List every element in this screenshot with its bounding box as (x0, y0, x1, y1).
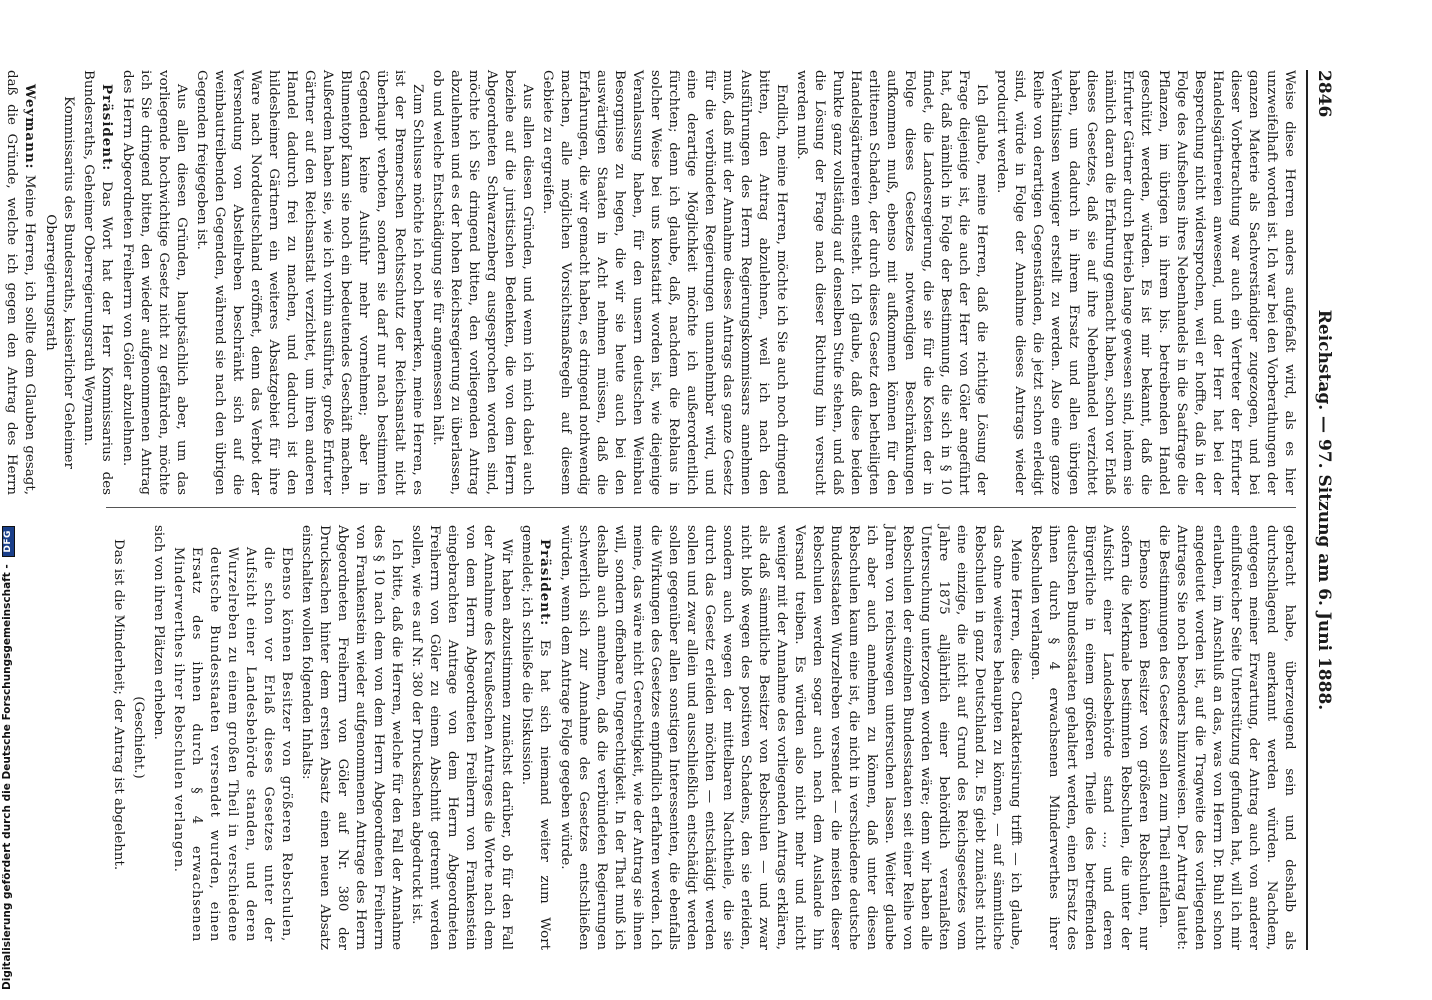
statement-text: Es hat sich niemand weiter zum Wort gemeldet; ich schließe die Diskussion. (519, 525, 552, 950)
paragraph: Ebenso können Besitzer von größeren Rebschulen, nur sofern die Merkmale bestimmten Rebschulen, die unter der Aufsicht einer Landesbehörde stand ..., und deren Bürgerliche in einem größeren Theile des betreffenden deutschen Bundesstaaten gehaltert werden, einen Ersatz des ihnen durch § 4 erwachsenen Minderwerthes ihrer Rebschulen verlangen. (1028, 525, 1151, 950)
credit-text: Digitalisierung gefördert durch die Deutsche Forschungsgemeinschaft - (1, 564, 13, 990)
paragraph: Meine Herren, diese Charakterisirung trifft — ich glaube, das ohne weiteres behaupten zu können, — auf sämmtliche Rebschulen in ganz Deutschland zu. Es giebt zunächst nicht eine einzige, die nicht auf Grund des Reichsgesetzes vom Jahre 1875 alljährlich einer behördlich veranlaßten Untersuchung unterzogen worden wäre; denn wir haben alle Rebschulen der einzelnen Bundesstaaten seit einer Reihe von Jahren von reichswegen untersuchen lassen. Weiter glaube ich aber auch annehmen zu können, daß unter diesen Rebschulen kaum eine ist, die nicht in verschiedene deutsche Bundesstaaten Wurzelreben versendet — die meisten dieser Rebschulen werden sogar auch nach dem Auslande hin Versand treiben. Es würden also nicht mehr und nicht weniger mit der Annahme des vorliegenden Antrags erklären, als daß sämmtliche Besitzer von Rebschulen — und zwar nicht bloß wegen des positiven Schadens, den sie erleiden, sondern auch wegen der mittelbaren Nachtheile, die sie durch das Gesetz erleiden möchten — entschädigt werden sollen und zwar allein und ausschließlich entschädigt werden sollen gegenüber allen sonstigen Interessenten, die ebenfalls die Wirkungen des Gesetzes empfindlich erfahren werden. Ich meine, das wäre nicht Gerechtigkeit, wie der Antrag sie ihnen will, sondern offenbare Ungerechtigkeit. In der That muß ich deshalb auch annehmen, daß die verbündeten Regierungen schwerlich sich zur Annahme des Gesetzes entschließen würden, wenn dem Antrage Folge gegeben würde. (558, 525, 1023, 950)
stage-direction: (Geschieht.) (131, 696, 146, 779)
page-title: Reichstag. — 97. Sitzung am 6. Juni 1888. (1314, 309, 1334, 711)
right-column (98, 525, 1298, 950)
paragraph: Aus allen diesen Gründen, hauptsächlich aber, um das vorliegende hochwichtige Gesetz nicht zu gefährden, möchte ich Sie dringend bitten, den wieder aufgenommenen Antrag des Herrn Abgeordneten Freiherrn von Göler abzulehnen. (120, 70, 189, 495)
page-number: 2846 (1314, 70, 1334, 118)
paragraph: Ich glaube, meine Herren, daß die richtige Lösung der Frage diejenige ist, die auch der Herr von Göler angeführt hat, daß nämlich in Folge der Bestimmung, die sich in § 10 findet, die Landesregierung, die sie für die Kosten der in Folge dieses Gesetzes notwendigen Beschränkungen aufkommen muß, ebenso mit aufkommen können für den erlittenen Schaden, der durch dieses Gesetz den betheiligten Handelsgärtnereien entsteht. Ich glaube, daß diese beiden Punkte ganz vollständig auf denselben Stufe stehen, und daß die Lösung der Frage nach dieser Richtung hin versucht werden muß. (794, 70, 989, 495)
paragraph: Zum Schlusse möchte ich noch bemerken, meine Herren, es ist der Bremerschen Rechtsschutz der Reichsanstalt nicht überhaupt verboten, sondern sie darf nur nach bestimmten Gegenden keine Ausfuhr mehr vornehmen; aber in Blumentopf kann sie noch ein bedeutendes Geschäft machen. Außerdem haben sie, wie ich vorhin ausführte, große Erfurter Gärtner auf den Reichsanstalt verzichtet, um ihren anderen Handel dadurch frei zu machen, und dadurch ist den hildesheimer Gärtnern ein weiteres Absatzgebiet für ihre Ware nach Norddeutschland eröffnet, denn das Verbot der Versendung von Abstellreben beschränkt sich auf die weinbautreibenden Gegenden, während sie nach den übrigen Gegenden freigegeben ist. (194, 70, 425, 495)
president-statement (517, 525, 554, 950)
speaker-name: Präsident: (99, 84, 115, 172)
speaker-name: Weymann: (22, 84, 38, 170)
closing-line: sich von ihren Plätzen erheben. (151, 525, 166, 740)
statement-text: Das Wort hat der Herr Kommissarius des Bundesraths, Geheimer Oberregierungsrath Weymann. (81, 70, 114, 495)
page-header (1306, 70, 1338, 950)
speaker-role: Kommissarius des Bundesraths, kaiserlicher Geheimer Oberregierungsrath (43, 96, 76, 469)
speaker-name: Präsident: (537, 539, 553, 627)
paragraph: Endlich, meine Herren, möchte ich Sie auch noch dringend bitten, den Antrag abzulehnen, weil ich nach den Ausführungen des Herrn Regierungskommissars annehmen muß, daß mit der Annahme dieses Antrags das ganze Gesetz für die verbündeten Regierungen unannehmbar wird, und eine derartige Möglichkeit möchte ich außerordentlich fürchten; denn ich glaube, daß, nachdem die Reblaus in solcher Weise bei uns konstatirt worden ist, wie diejenige Veranlassung haben, für den unsern deutschen Weinbau Besorgnisse zu hegen, die wir sie heute auch bei den auswärtigen Staaten in Acht nehmen müssen, daß die Erfahrungen, die wir gemacht haben, es dringend nothwendig machen, alle möglichen Vorsichtsmaßregeln auf diesem Gebiete zu ergreifen. (540, 70, 789, 495)
paragraph: gebracht habe, überzeugend sein und deshalb als durchschlagend anerkannt werden würden. Nachdem, entgegen meiner Erwartung, der Antrag auch von anderer einflußreicher Seite Unterstützung gefunden hat, will ich mir erlauben, im Anschluß an das, was von Herrn Dr. Buhl schon angedeutet worden ist, auf die Tragweite des vorliegenden Antrages Sie noch besonders hinzuweisen. Der Antrag lautet: die Bestimmungen des Gesetzes sollen zum Theil entfallen. (1156, 525, 1297, 950)
statement-text: Meine Herren, ich sollte dem Glauben gesagt, daß die Gründe, welche ich gegen den Antrag des Herrn (4, 70, 37, 495)
result-line: Das ist die Minderheit; der Antrag ist abgelehnt. (111, 539, 126, 871)
paragraph: Ich bitte, daß die Herren, welche für den Fall der Annahme des § 10 nach dem von dem Herrn Abgeordneten Freiherrn von Frankenstein wieder aufgenommenen Antrage des Herrn Abgeordneten Freiherrn von Göler auf Nr. 380 der Drucksachen hinter dem ersten Absatz einen neuen Absatz einschalten wollen folgenden Inhalts: (299, 525, 404, 950)
paragraph: Weise diese Herren anders aufgefaßt wird, als es hier unzweifelhaft worden ist. Ich war bei den Vorberathungen der ganzen Materie als Sachverständiger zugezogen, und bei dieser Vorbetrachtung war auch ein Vertreter der Erfurter Handelsgärtnereien anwesend, und der Herr hat bei der Besprechung nicht widersprochen, weil er hoffte, daß in der Folge des Aufsehens ihres Nebenhandels in die Saatfrage die Pflanzen, im übrigen in ihrem bis. betreibenden Handel geschützt werden, würden. Es ist mir bekannt, daß die Erfurter Gärtner durch Betrieb lange gewesen sind, indem sie nämlich daran die Erfahrung gemacht haben, schon vor Erlaß dieses Gesetzes, daß sie auf ihre Nebenhandel verzichtet haben, um dadurch in ihrem Ersatz und allen übrigen Verhältnissen weniger erstellt zu werden. Also eine ganze Reihe von derartigen Gegenständen, die jetzt schon erledigt sind, würde in Folge der Annahme dieses Antrags wieder producirt werden. (994, 70, 1297, 495)
president-statement (79, 70, 116, 495)
left-column (4, 70, 1298, 495)
paragraph: Aus allen diesen Gründen, und wenn ich mich dabei auch beziehe auf die juristischen Bedenken, die von dem Herrn Abgeordneten Schwarzenberg ausgesprochen worden sind, möchte ich Sie dringend bitten, den vorliegenden Antrag abzulehnen und es der hohen Reichsregierung zu überlassen, ob und welche Entschädigung sie für angemessen hält. (430, 70, 535, 495)
commissioner-statement (0, 70, 39, 495)
column-divider (106, 507, 1296, 508)
paragraph: Wir haben abzustimmen zunächst darüber, ob für den Fall der Annahme des Kraußeschen Antrages die Worte nach dem von dem Herrn Abgeordneten Freiherrn von Frankenstein eingebrachten Antrage von dem Herrn Abgeordneten Freiherrn von Göler zu einem Abschnitt getrennt werden sollen, wie es auf Nr. 380 der Drucksachen abgedruckt ist. (409, 525, 514, 950)
dfg-logo-icon: DFG (2, 526, 15, 557)
motion-text: Ebenso können Besitzer von größeren Rebschulen, die schon vor Erlaß dieses Gesetzes unter der Aufsicht einer Landesbehörde standen, und deren Wurzelreben zu einem großen Theil in verschiedene deutsche Bundesstaaten versendet wurden, einen Ersatz des ihnen durch § 4 erwachsenen Minderwerthes ihrer Rebschulen verlangen. (171, 547, 294, 942)
